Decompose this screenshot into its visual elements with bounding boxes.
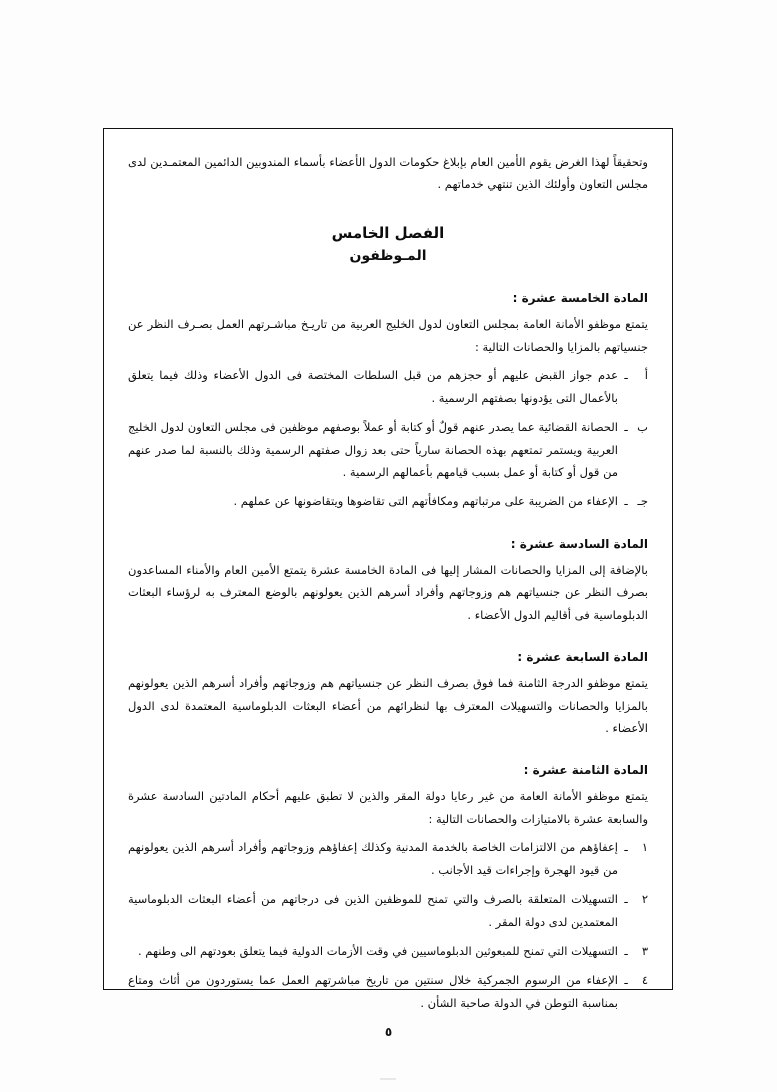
scan-edge-mark bbox=[380, 1078, 396, 1080]
article-17 bbox=[128, 650, 648, 739]
list-item bbox=[128, 888, 648, 933]
list-item bbox=[128, 490, 648, 512]
article-15-items bbox=[128, 364, 648, 513]
list-item-text: التسهيلات التي تمنح للمبعوثين الدبلوماسيين في وقت الأزمات الدولية فيما يتعلق بعودتهم الى وطنهم . bbox=[137, 943, 618, 958]
page-content bbox=[128, 151, 648, 1021]
list-item-marker: ٢ bbox=[641, 892, 648, 907]
intro-paragraph: وتحقيقاً لهذا الغرض يقوم الأمين العام بإبلاغ حكومات الدول الأعضاء بأسماء المندوبين الدائمين المعتمـدين لدى مجلس التعاون وأولئك الذين تنتهي خدماتهم . bbox=[128, 155, 648, 192]
page-border-frame bbox=[103, 128, 673, 1010]
list-item-dash: ـ bbox=[624, 840, 628, 855]
list-item-text: التسهيلات المتعلقة بالصرف والتي تمنح للموظفين الذين فى درجاتهم من أعضاء البعثات الدبلوماسية المعتمدين لدى دولة المقر . bbox=[128, 892, 618, 929]
list-item-marker: ١ bbox=[641, 840, 648, 855]
article-16-body: بالإضافة إلى المزايا والحصانات المشار إليها فى المادة الخامسة عشرة يتمتع الأمين العام والأمناء المساعدون بصرف النظر عن جنسياتهم هم وزوجاتهم وأفراد أسرهم الذين يعولونهم بالوضع المعترف به لرؤساء البعثات الدبلوماسية فى أقاليم الدول الأعضاء . bbox=[128, 562, 648, 622]
article-16-heading: المادة السادسة عشرة : bbox=[510, 536, 648, 551]
list-item-marker: ٤ bbox=[641, 973, 648, 988]
list-item-dash: ـ bbox=[624, 368, 628, 383]
list-item bbox=[128, 836, 648, 881]
list-item-text: عدم جواز القبض عليهم أو حجزهم من قبل السلطات المختصة فى الدول الأعضاء وذلك فيما يتعلق بالأعمال التى يؤدونها بصفتهم الرسمية . bbox=[128, 368, 618, 405]
page-number: ٥ bbox=[384, 1025, 393, 1039]
list-item-marker: ٣ bbox=[641, 943, 648, 958]
list-item bbox=[128, 364, 648, 409]
article-18 bbox=[128, 763, 648, 1014]
list-item-text: إعفاؤهم من الالتزامات الخاصة بالخدمة المدنية وكذلك إعفاؤهم وزوجاتهم وأفراد أسرهم الذين يعولونهم من قيود الهجرة وإجراءات قيد الأجانب . bbox=[128, 840, 618, 877]
article-17-heading: المادة السابعة عشرة : bbox=[517, 650, 648, 665]
list-item-marker: جـ bbox=[637, 494, 648, 509]
article-18-heading: المادة الثامنة عشرة : bbox=[523, 763, 648, 778]
list-item bbox=[128, 416, 648, 483]
chapter-heading-block bbox=[128, 222, 648, 268]
article-18-body: يتمتع موظفو الأمانة العامة من غير رعايا دولة المقر والذين لا تطبق عليهم أحكام المادتين السادسة عشرة والسابعة عشرة بالامتيازات والحصانات التالية : bbox=[128, 789, 648, 826]
list-item-text: الإعفاء من الضريبة على مرتباتهم ومكافأتهم التى تقاضوها ويتقاضونها عن عملهم . bbox=[233, 494, 618, 509]
list-item-dash: ـ bbox=[624, 943, 628, 958]
article-15 bbox=[128, 291, 648, 512]
list-item-dash: ـ bbox=[624, 973, 628, 988]
list-item-text: الحصانة القضائية عما يصدر عنهم قولٌ أو كتابة أو عملاً بوصفهم موظفين فى مجلس التعاون لدول الخليج العربية ويستمر تمتعهم بهذه الحصانة سارياً حتى بعد زوال صفتهم الرسمية وذلك بالنسبة لما صدر عنهم من قول أو كتابة أو عمل بسبب قيامهم بأعمالهم الرسمية . bbox=[128, 420, 618, 480]
list-item-marker: ب bbox=[637, 420, 648, 435]
article-16 bbox=[128, 537, 648, 626]
article-18-items bbox=[128, 836, 648, 1014]
article-17-body: يتمتع موظفو الدرجة الثامنة فما فوق بصرف النظر عن جنسياتهم هم وزوجاتهم وأفراد أسرهم الذين يعولونهم بالمزايا والحصانات والتسهيلات المعترف بها لنظرائهم من أعضاء البعثات الدبلوماسية المعتمدة لدى الدول الأعضاء . bbox=[128, 676, 648, 735]
list-item-text: الإعفاء من الرسوم الجمركية خلال سنتين من تاريخ مباشرتهم العمل عما يستوردون من أثاث ومتاع بمناسبة التوطن في الدولة صاحبة الشأن . bbox=[128, 973, 618, 1010]
list-item-dash: ـ bbox=[624, 892, 628, 907]
article-15-body: يتمتع موظفو الأمانة العامة بمجلس التعاون لدول الخليج العربية من تاريـخ مباشـرتهم العمل بصـرف النظر عن جنسياتهم بالمزايا والحصانات التالية : bbox=[128, 317, 648, 354]
article-15-heading: المادة الخامسة عشرة : bbox=[512, 291, 648, 306]
list-item bbox=[128, 940, 648, 962]
chapter-title: الفصل الخامس bbox=[331, 223, 445, 242]
list-item-marker: أ bbox=[644, 368, 648, 383]
list-item bbox=[128, 969, 648, 1014]
list-item-dash: ـ bbox=[624, 494, 628, 509]
chapter-subtitle: المـوظفون bbox=[349, 248, 427, 265]
list-item-dash: ـ bbox=[624, 420, 628, 435]
